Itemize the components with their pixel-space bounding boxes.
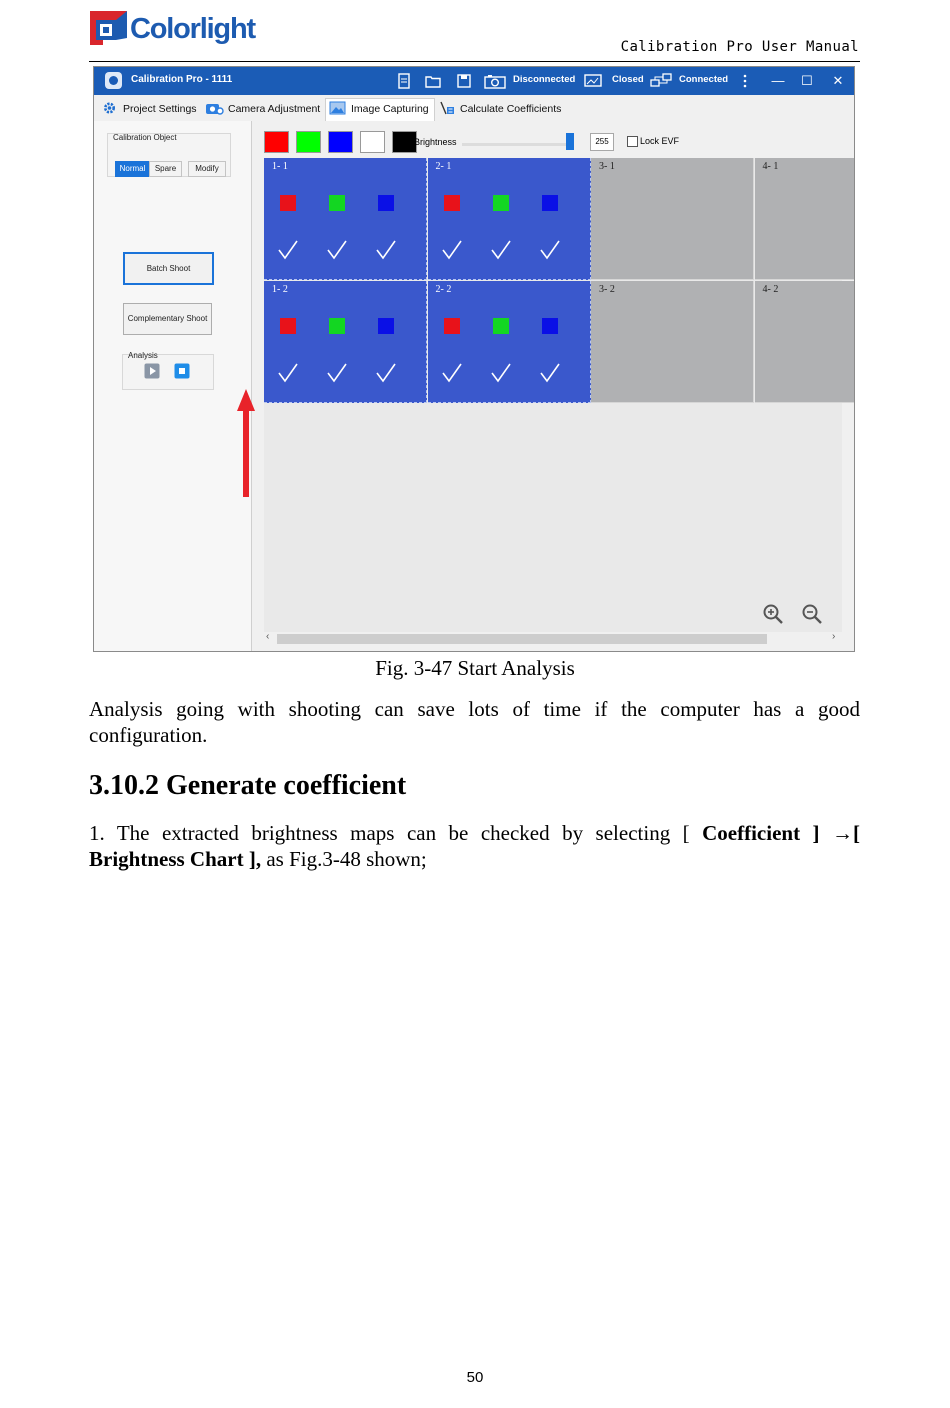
capture-square	[493, 318, 509, 334]
grid-cell-label: 4- 1	[762, 161, 779, 172]
brightness-slider[interactable]	[462, 143, 566, 146]
scroll-left-arrow[interactable]: ‹	[266, 631, 270, 642]
coefficient-paragraph	[89, 820, 860, 872]
grid-cell-4-2[interactable]	[755, 281, 856, 403]
mode-spare-button[interactable]: Spare	[149, 161, 182, 177]
screen-status: Closed	[612, 74, 644, 85]
open-folder-icon[interactable]	[425, 73, 441, 89]
network-status: Connected	[679, 74, 729, 85]
grid-cell-label: 1- 2	[272, 283, 288, 295]
app-logo-icon	[105, 72, 122, 89]
image-icon	[329, 101, 346, 115]
close-button[interactable]: ✕	[832, 73, 844, 88]
scrollbar-thumb[interactable]	[277, 634, 767, 644]
checkmark-icon	[538, 361, 562, 385]
capture-square	[378, 195, 394, 211]
header-divider	[89, 61, 860, 62]
capture-square	[329, 195, 345, 211]
camera-icon[interactable]	[484, 73, 506, 89]
network-icon[interactable]	[650, 73, 672, 89]
camera-status: Disconnected	[513, 74, 576, 85]
checkmark-icon	[538, 238, 562, 262]
maximize-button[interactable]: ☐	[801, 73, 813, 88]
swatch-blue[interactable]	[328, 131, 353, 153]
left-panel	[94, 121, 252, 651]
paragraph-suffix: as Fig.3-48 shown;	[261, 847, 427, 871]
checkmark-icon	[325, 238, 349, 262]
analysis-group	[122, 351, 214, 390]
calibration-object-label: Calibration Object	[113, 133, 177, 142]
capture-square	[542, 318, 558, 334]
colorlight-logo	[89, 8, 269, 50]
mode-normal-button[interactable]: Normal	[115, 161, 150, 177]
scroll-right-arrow[interactable]: ›	[832, 631, 836, 642]
grid-cell-3-1[interactable]	[591, 158, 754, 280]
checkmark-icon	[489, 238, 513, 262]
grid-cell-2-2[interactable]	[428, 281, 591, 403]
app-screenshot	[93, 66, 855, 652]
play-icon[interactable]	[144, 363, 160, 379]
grid-cell-label: 3- 1	[599, 161, 615, 172]
window-title: Calibration Pro - 1111	[131, 74, 233, 85]
tab-image-capturing[interactable]: Image Capturing	[351, 103, 429, 115]
capture-square	[280, 195, 296, 211]
minimize-button[interactable]: —	[771, 73, 785, 88]
page-number: 50	[466, 1369, 484, 1386]
capture-square	[378, 318, 394, 334]
tab-calculate-coefficients[interactable]: Calculate Coefficients	[460, 103, 562, 115]
screen-icon[interactable]	[584, 73, 602, 89]
more-options-icon[interactable]	[742, 73, 748, 89]
capture-viewer[interactable]	[264, 158, 842, 632]
zoom-in-icon[interactable]	[762, 603, 784, 625]
logo-text: Colorlight	[130, 13, 255, 45]
swatch-white[interactable]	[360, 131, 385, 153]
tab-bar	[94, 95, 854, 121]
brightness-value-input[interactable]: 255	[590, 133, 614, 151]
grid-cell-label: 3- 2	[599, 283, 615, 295]
zoom-out-icon[interactable]	[801, 603, 823, 625]
lock-evf-checkbox[interactable]	[627, 136, 638, 147]
checkmark-icon	[440, 361, 464, 385]
capture-square	[444, 318, 460, 334]
checkmark-icon	[276, 361, 300, 385]
manual-title: Calibration Pro User Manual	[620, 39, 859, 55]
coefficient-menu-ref: Coefficient ]	[702, 821, 820, 845]
brightness-slider-thumb[interactable]	[566, 133, 574, 150]
grid-cell-1-2[interactable]	[264, 281, 427, 403]
capture-square	[329, 318, 345, 334]
grid-cell-1-1[interactable]	[264, 158, 427, 280]
modify-button[interactable]: Modify	[188, 161, 226, 177]
grid-cell-label: 2- 2	[435, 283, 452, 295]
analysis-label: Analysis	[128, 351, 158, 360]
complementary-shoot-button[interactable]: Complementary Shoot	[123, 303, 212, 335]
checkmark-icon	[489, 361, 513, 385]
grid-cell-label: 2- 1	[435, 161, 452, 172]
save-icon[interactable]	[456, 73, 472, 89]
calculate-icon	[438, 101, 455, 115]
checkmark-icon	[374, 361, 398, 385]
capture-square	[444, 195, 460, 211]
grid-cell-label: 1- 1	[272, 161, 288, 172]
analysis-paragraph: Analysis going with shooting can save lots of time if the computer has a good configuration.	[89, 697, 860, 747]
grid-cell-label: 4- 2	[762, 283, 779, 295]
paragraph-prefix: 1. The extracted brightness maps can be checked by selecting [	[89, 821, 703, 845]
tab-camera-adjustment[interactable]: Camera Adjustment	[228, 103, 321, 115]
new-project-icon[interactable]	[396, 73, 412, 89]
title-bar	[94, 67, 854, 95]
checkmark-icon	[440, 238, 464, 262]
swatch-green[interactable]	[296, 131, 321, 153]
grid-cell-3-2[interactable]	[591, 281, 754, 403]
grid-cell-2-1[interactable]	[428, 158, 591, 280]
figure-caption: Fig. 3-47 Start Analysis	[375, 656, 575, 680]
capture-square	[280, 318, 296, 334]
red-annotation-arrow	[236, 389, 256, 497]
capture-toolbar	[252, 121, 854, 158]
brightness-label: Brightness	[414, 137, 457, 147]
swatch-red[interactable]	[264, 131, 289, 153]
section-heading: 3.10.2 Generate coefficient	[89, 770, 407, 801]
capture-square	[493, 195, 509, 211]
lock-evf-label: Lock EVF	[640, 136, 680, 146]
checkmark-icon	[374, 238, 398, 262]
checkmark-icon	[325, 361, 349, 385]
stop-icon[interactable]	[174, 363, 190, 379]
brightness-chart-menu-ref: →[ Brightness Chart ],	[89, 821, 861, 871]
tab-project-settings[interactable]: Project Settings	[123, 103, 197, 115]
horizontal-scrollbar[interactable]	[264, 632, 842, 646]
checkmark-icon	[276, 238, 300, 262]
batch-shoot-button[interactable]: Batch Shoot	[123, 252, 214, 285]
colorlight-logo-icon	[89, 8, 129, 48]
gear-icon	[102, 101, 117, 115]
calibration-object-group	[107, 133, 231, 177]
capture-square	[542, 195, 558, 211]
grid-cell-4-1[interactable]	[755, 158, 856, 280]
camera-adjust-icon	[205, 101, 224, 115]
